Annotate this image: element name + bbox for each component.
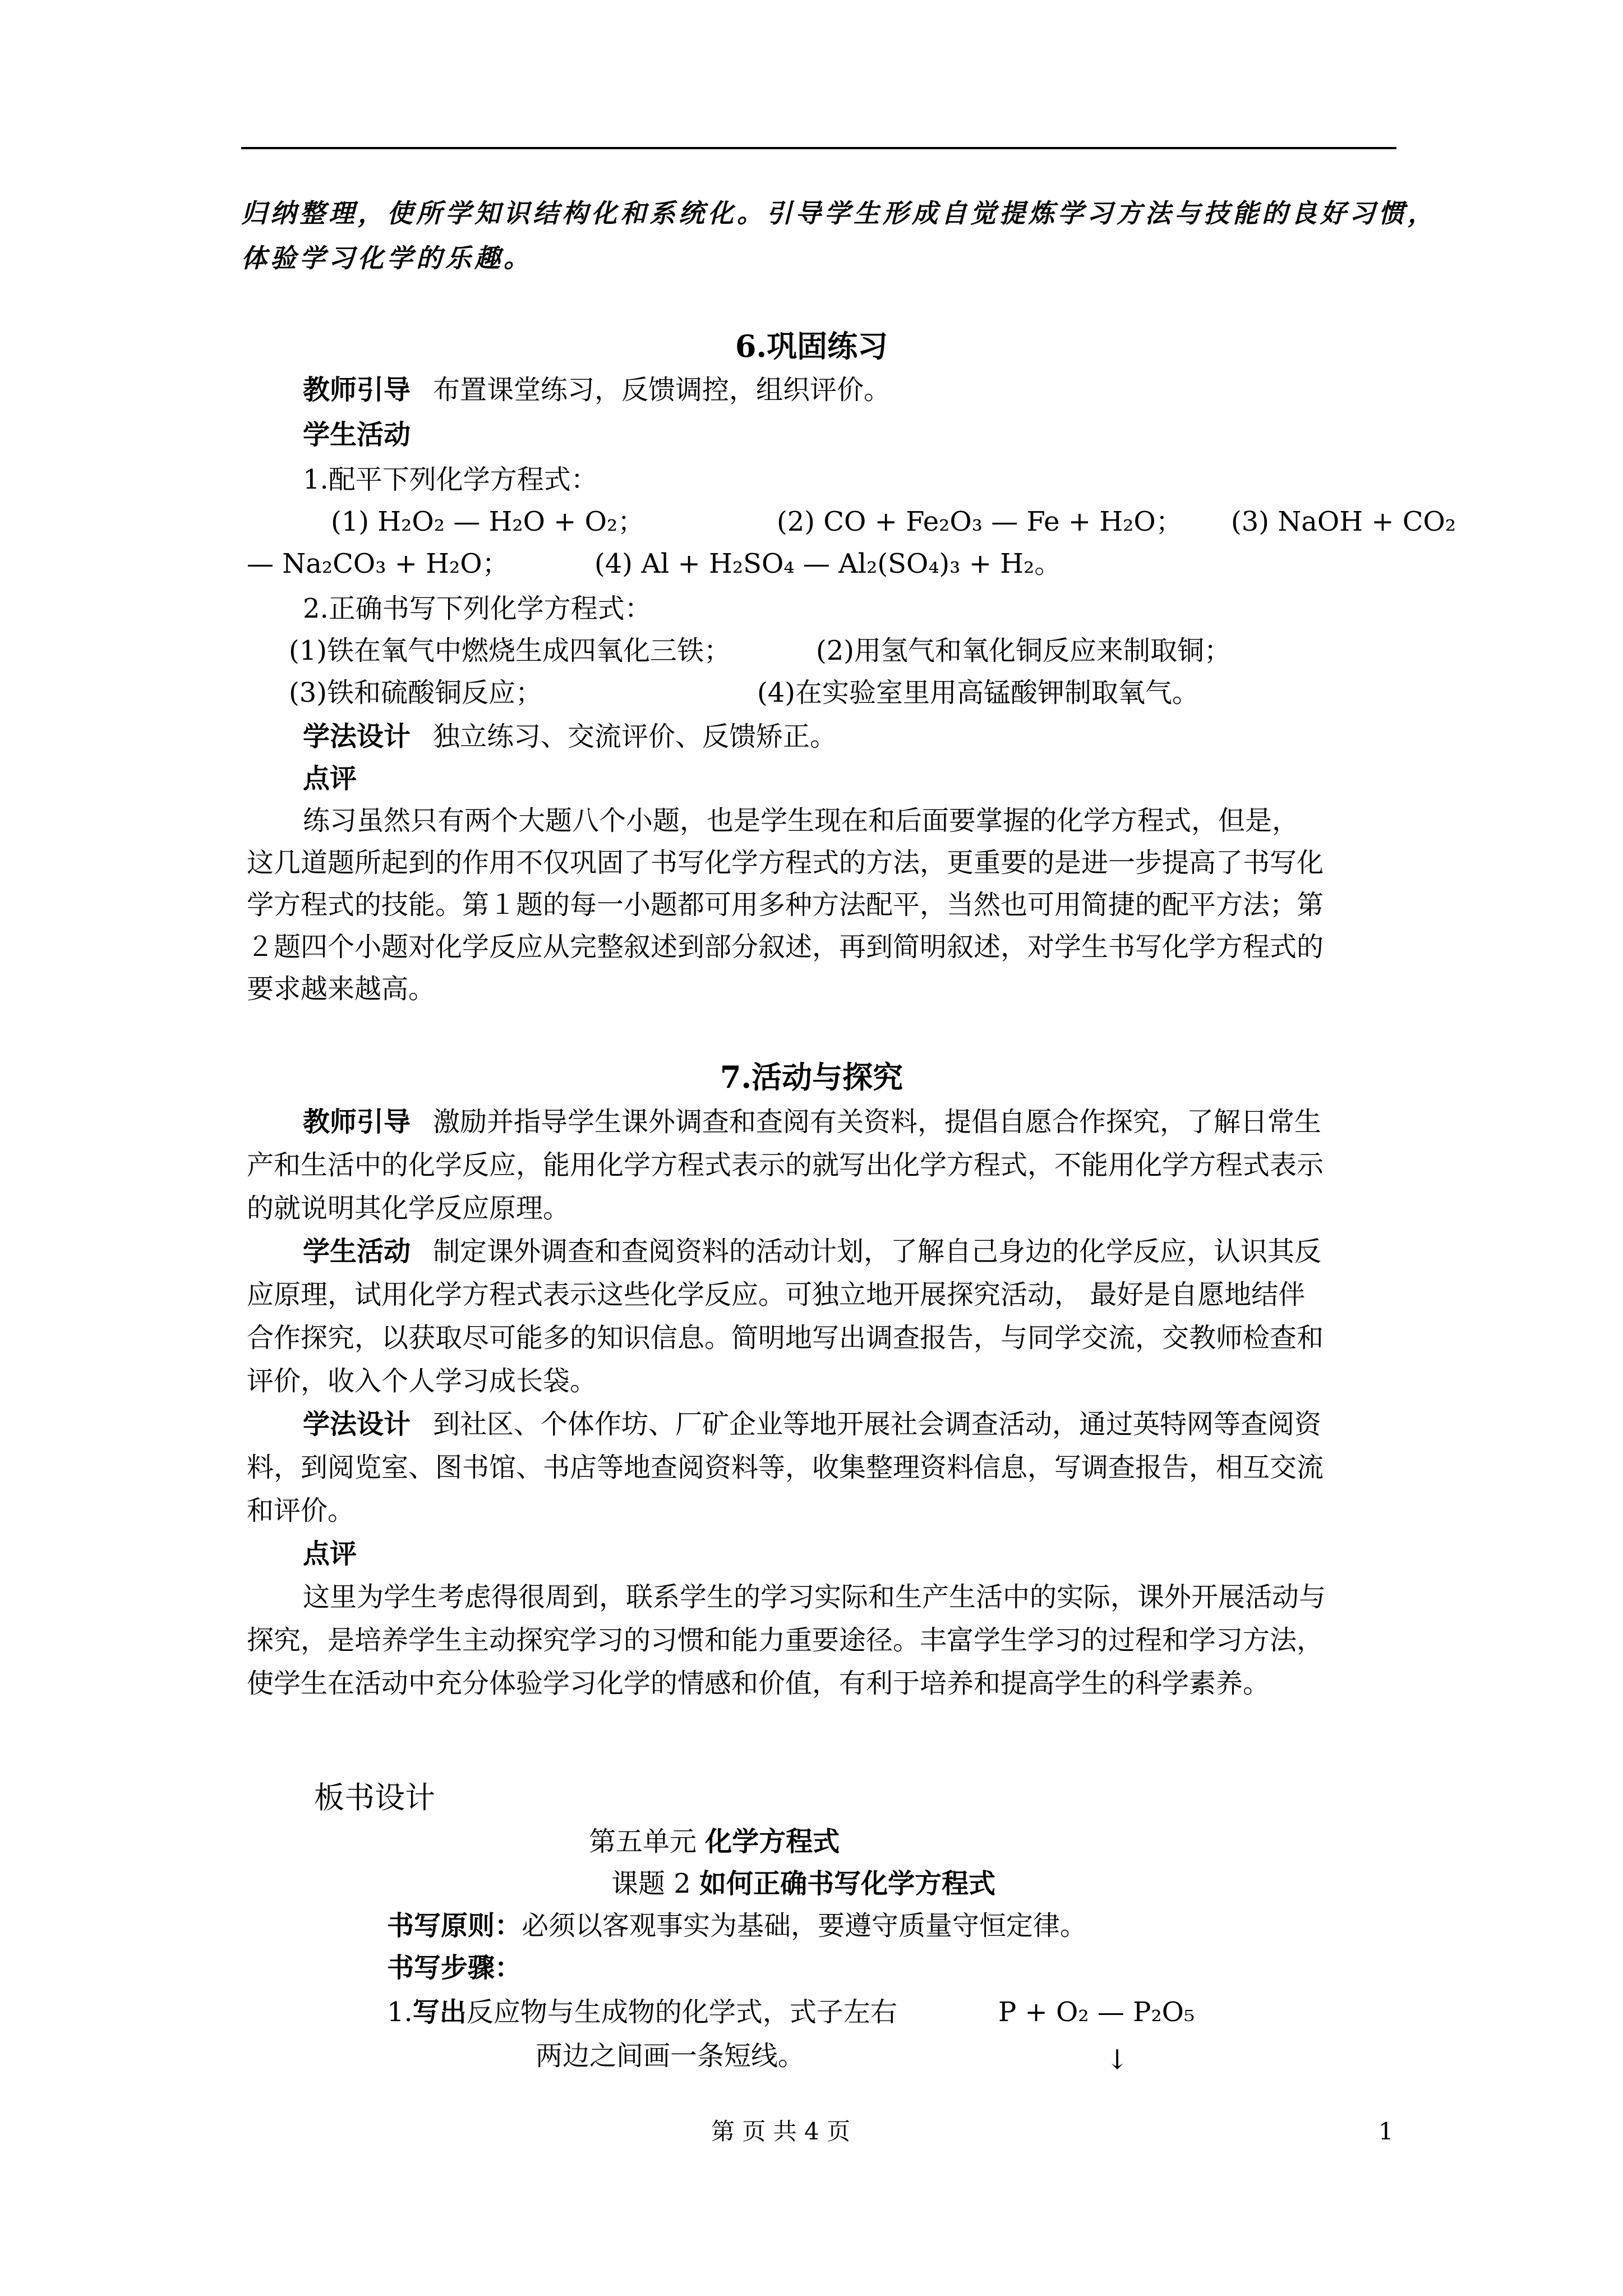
sec7-teacher-line-1 [303, 1102, 1321, 1142]
question-2-item-2: (2)用氢气和氧化铜反应来制取铜； [816, 635, 1231, 666]
board-topic-title: 如何正确书写化学方程式 [699, 1868, 996, 1899]
header-rule [241, 147, 1396, 149]
sec6-review-line-5: 要求越来越高。 [247, 973, 436, 1005]
board-topic-prefix: 课题 2 [611, 1868, 691, 1899]
page-footer-text: 第 页 共 4 页 [711, 2118, 851, 2145]
sec7-student-line-2: 应原理，试用化学方程式表示这些化学反应。可独立地开展探究活动， 最好是自愿地结伴 [247, 1279, 1306, 1310]
board-step-1 [387, 1993, 897, 2032]
sec6-review-line-2: 这几道题所起到的作用不仅巩固了书写化学方程式的方法，更重要的是进一步提高了书写化 [247, 847, 1324, 878]
board-step-1-keyword: 写出 [412, 1996, 467, 2028]
board-step-1-equation: P + O₂ — P₂O₅ [998, 1996, 1195, 2028]
question-2-item-3: (3)铁和硫酸铜反应； [289, 677, 542, 708]
board-unit-prefix: 第五单元 [589, 1826, 697, 1857]
sec7-method-line-3: 和评价。 [247, 1495, 355, 1526]
sec7-student-line-3: 合作探究，以获取尽可能多的知识信息。简明地写出调查报告，与同学交流，交教师检查和 [247, 1322, 1324, 1354]
sec6-review-line-1: 练习虽然只有两个大题八个小题，也是学生现在和后面要掌握的化学方程式，但是， [303, 805, 1299, 836]
section-7-title: 7.活动与探究 [720, 1059, 903, 1095]
equation-3-part-a: (3) NaOH + CO₂ [1231, 506, 1456, 537]
sec7-student-line-4: 评价，收入个人学习成长袋。 [247, 1365, 597, 1397]
board-principle-label: 书写原则： [387, 1910, 522, 1941]
question-2-item-4: (4)在实验室里用高锰酸钾制取氧气。 [757, 677, 1199, 708]
sec7-method-text-1: 到社区、个体作坊、厂矿企业等地开展社会调查活动，通过英特网等查阅资 [433, 1409, 1322, 1440]
sec7-teacher-line-3: 的就说明其化学反应原理。 [247, 1193, 570, 1224]
board-topic-heading [611, 1864, 995, 1903]
board-principle [387, 1906, 1087, 1945]
sec6-review-label: 点评 [303, 763, 357, 794]
question-2-item-1: (1)铁在氧气中燃烧生成四氧化三铁； [289, 635, 731, 666]
board-unit-heading [589, 1822, 840, 1861]
board-steps-label: 书写步骤： [387, 1952, 522, 1984]
sec6-teacher-text: 布置课堂练习，反馈调控，组织评价。 [433, 374, 891, 406]
sec7-method-label: 学法设计 [303, 1409, 411, 1440]
sec6-method-text: 独立练习、交流评价、反馈矫正。 [433, 721, 837, 752]
sec6-student-label: 学生活动 [303, 419, 411, 450]
equation-3-part-b: — Na₂CO₃ + H₂O； [247, 548, 509, 579]
sec6-teacher-label: 教师引导 [303, 374, 411, 406]
sec7-review-line-3: 使学生在活动中充分体验学习化学的情感和价值，有利于培养和提高学生的科学素养。 [247, 1668, 1270, 1699]
sec6-question-2: 2.正确书写下列化学方程式： [303, 593, 652, 624]
sec7-method-line-1 [303, 1405, 1321, 1444]
sec7-review-label: 点评 [303, 1538, 357, 1570]
sec7-review-line-1: 这里为学生考虑得很周到，联系学生的学习实际和生产生活中的实际，课外开展活动与 [303, 1581, 1326, 1613]
sec7-teacher-line-2: 产和生活中的化学反应，能用化学方程式表示的就写出化学方程式，不能用化学方程式表示 [247, 1149, 1324, 1181]
board-design-title: 板书设计 [314, 1780, 435, 1815]
sec7-student-text-1: 制定课外调查和查阅资料的活动计划，了解自己身边的化学反应，认识其反 [433, 1236, 1322, 1267]
page-number: 1 [1378, 2118, 1394, 2145]
sec7-method-line-2: 料，到阅览室、图书馆、书店等地查阅资料等，收集整理资料信息，写调查报告，相互交流 [247, 1452, 1324, 1483]
sec7-student-label: 学生活动 [303, 1236, 411, 1267]
sec6-method-label: 学法设计 [303, 721, 411, 752]
intro-line-1: 归纳整理，使所学知识结构化和系统化。引导学生形成自觉提炼学习方法与技能的良好习惯， [241, 198, 1437, 228]
board-step-1-number: 1. [387, 1996, 413, 2028]
down-arrow-icon: ↓ [1106, 2044, 1129, 2076]
board-unit-title: 化学方程式 [705, 1826, 840, 1857]
sec7-teacher-text-1: 激励并指导学生课外调查和查阅有关资料，提倡自愿合作探究，了解日常生 [433, 1106, 1322, 1138]
sec7-student-line-1 [303, 1232, 1321, 1271]
board-step-1-continuation: 两边之间画一条短线。 [536, 2040, 805, 2072]
board-step-1-text: 反应物与生成物的化学式，式子左右 [466, 1996, 897, 2028]
sec6-review-line-3: 学方程式的技能。第１题的每一小题都可用多种方法配平，当然也可用简捷的配平方法；第 [247, 889, 1324, 921]
sec6-question-1: 1.配平下列化学方程式： [303, 464, 598, 495]
board-principle-text: 必须以客观事实为基础，要遵守质量守恒定律。 [522, 1910, 1087, 1941]
equation-1: (1) H₂O₂ — H₂O + O₂； [331, 506, 645, 537]
sec6-teacher-guide [303, 370, 891, 409]
sec7-review-line-2: 探究，是培养学生主动探究学习的习惯和能力重要途径。丰富学生学习的过程和学习方法， [247, 1625, 1324, 1656]
equation-4: (4) Al + H₂SO₄ — Al₂(SO₄)₃ + H₂。 [594, 548, 1062, 579]
sec6-review-line-4: ２题四个小题对化学反应从完整叙述到部分叙述，再到简明叙述，对学生书写化学方程式的 [247, 931, 1324, 963]
sec7-teacher-label: 教师引导 [303, 1106, 411, 1138]
section-6-title: 6.巩固练习 [735, 328, 888, 364]
sec6-method [303, 717, 837, 756]
equation-2: (2) CO + Fe₂O₃ — Fe + H₂O； [777, 506, 1183, 537]
intro-line-2: 体验学习化学的乐趣。 [241, 243, 533, 273]
